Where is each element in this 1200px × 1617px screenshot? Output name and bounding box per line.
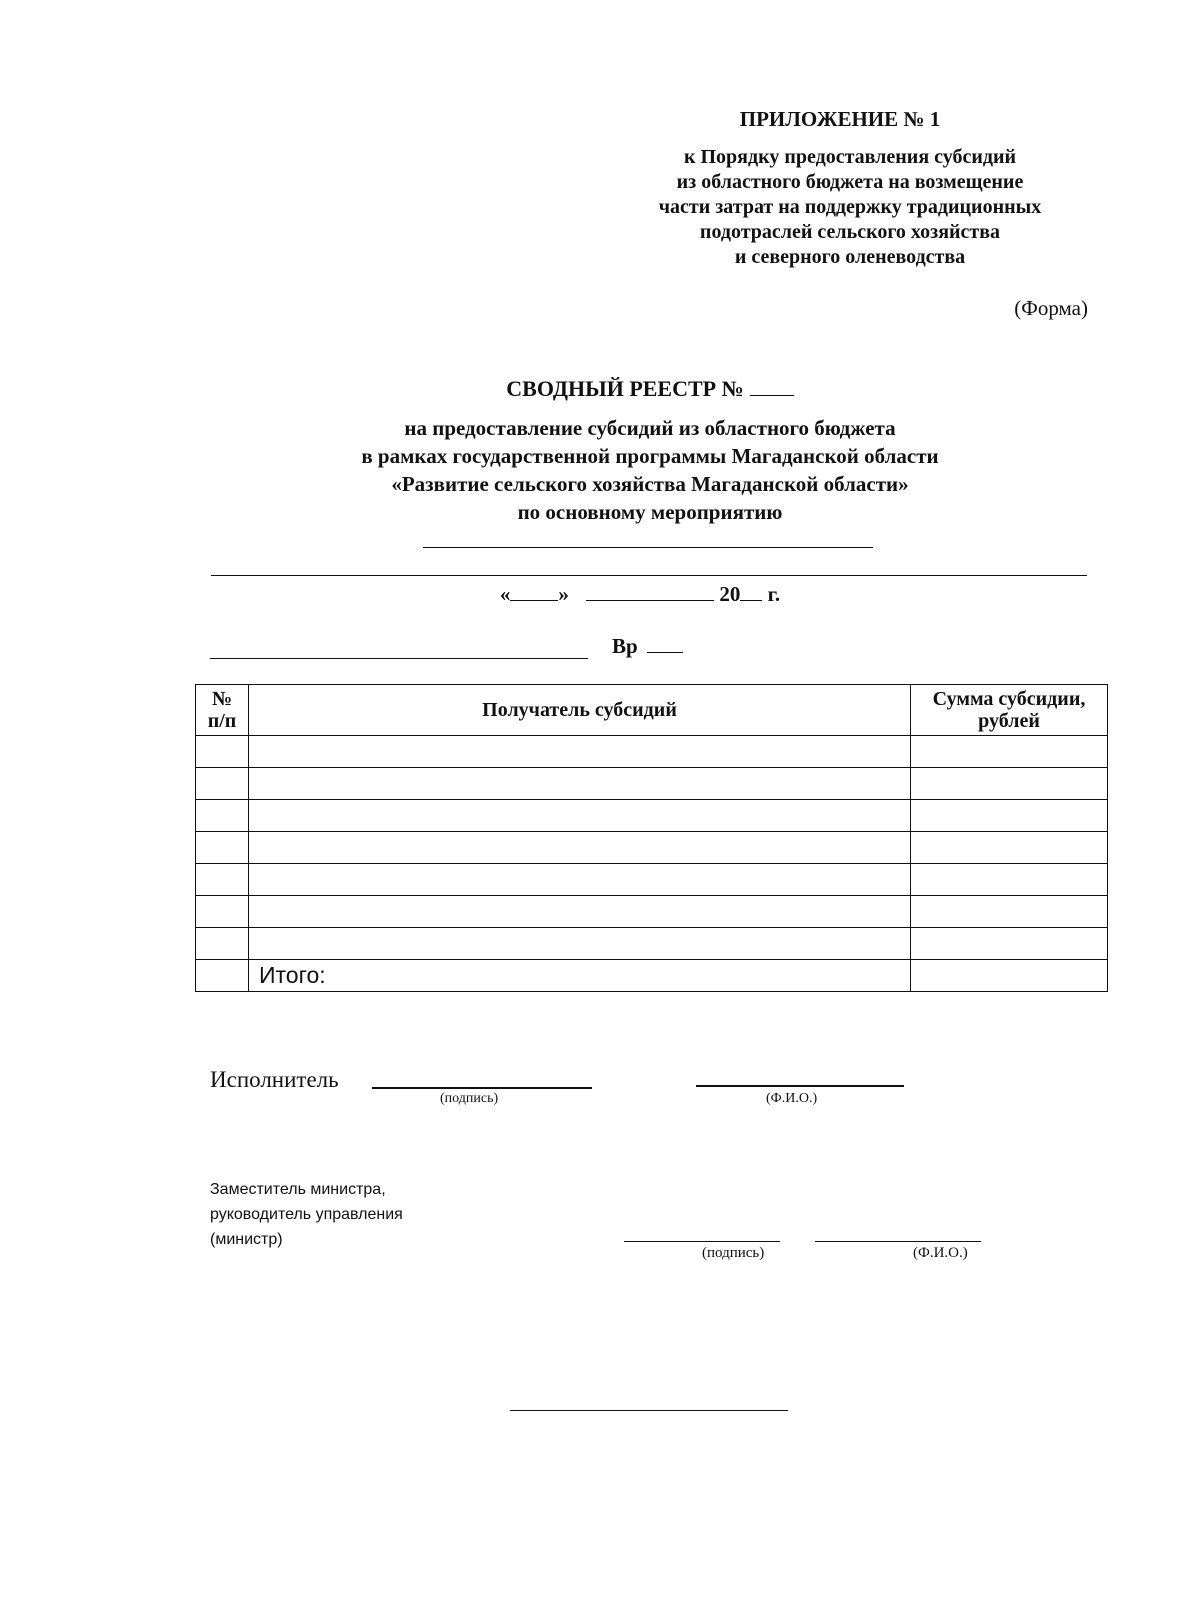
vr-left-blank[interactable] <box>210 658 588 659</box>
number-cell[interactable] <box>196 736 249 768</box>
closing-rule <box>510 1410 788 1411</box>
deputy-title-line: руководитель управления <box>210 1206 403 1223</box>
date-close-quote: » <box>558 582 569 606</box>
deputy-signature-caption: (подпись) <box>702 1245 765 1261</box>
recipient-cell[interactable] <box>249 800 911 832</box>
appendix-line: части затрат на поддержку традиционных <box>658 196 1042 218</box>
total-number-cell <box>196 960 249 992</box>
table-header-row <box>196 685 1108 736</box>
date-open-quote: « <box>499 582 511 606</box>
register-subtitle-line: «Развитие сельского хозяйства Магаданской области» <box>391 472 909 496</box>
date-row <box>0 582 1200 607</box>
number-cell[interactable] <box>196 768 249 800</box>
vr-label: Вр <box>612 634 638 658</box>
amount-cell[interactable] <box>911 896 1108 928</box>
executor-signature-line[interactable] <box>372 1087 592 1089</box>
amount-cell[interactable] <box>911 864 1108 896</box>
column-header-amount-line1: Сумма субсидии, <box>932 688 1086 710</box>
table-row <box>196 736 1108 768</box>
executor-name-caption: (Ф.И.О.) <box>766 1091 818 1106</box>
deputy-title-line: Заместитель министра, <box>210 1181 386 1198</box>
column-header-amount <box>911 685 1108 736</box>
column-header-recipient: Получатель субсидий <box>249 685 911 736</box>
vr-number-blank[interactable] <box>647 634 683 653</box>
number-cell[interactable] <box>196 800 249 832</box>
executor-name-line[interactable] <box>696 1085 904 1087</box>
amount-cell[interactable] <box>911 768 1108 800</box>
appendix-line: из областного бюджета на возмещение <box>676 171 1024 193</box>
vr-row <box>612 634 683 659</box>
recipient-cell[interactable] <box>249 768 911 800</box>
total-amount-cell[interactable] <box>911 960 1108 992</box>
register-title <box>0 376 1200 402</box>
register-subtitle-line: в рамках государственной программы Магаданской области <box>361 444 939 468</box>
amount-cell[interactable] <box>911 928 1108 960</box>
appendix-title: ПРИЛОЖЕНИЕ № 1 <box>739 107 941 131</box>
recipient-cell[interactable] <box>249 928 911 960</box>
register-title-text: СВОДНЫЙ РЕЕСТР № <box>506 376 744 401</box>
number-cell[interactable] <box>196 896 249 928</box>
register-table <box>195 684 1108 992</box>
deputy-name-line[interactable] <box>815 1241 981 1242</box>
deputy-signature-line[interactable] <box>624 1241 780 1242</box>
column-header-number <box>196 685 249 736</box>
day-blank[interactable] <box>510 582 558 601</box>
executor-label: Исполнитель <box>210 1067 339 1092</box>
recipient-cell[interactable] <box>249 896 911 928</box>
column-header-number-line2: п/п <box>207 710 237 732</box>
table-row <box>196 832 1108 864</box>
deputy-title <box>210 1177 403 1252</box>
column-header-number-line1: № <box>211 688 233 710</box>
deputy-name-caption: (Ф.И.О.) <box>913 1245 968 1261</box>
appendix-line: и северного оленеводства <box>734 246 966 268</box>
year-blank[interactable] <box>740 582 762 601</box>
table-row <box>196 896 1108 928</box>
year-prefix: 20 <box>719 582 741 606</box>
measure-blank-line-full[interactable] <box>211 575 1087 576</box>
number-cell[interactable] <box>196 864 249 896</box>
table-row <box>196 928 1108 960</box>
executor-signature-caption: (подпись) <box>440 1091 499 1106</box>
total-label: Итого: <box>249 960 911 992</box>
register-subtitle-line: на предоставление субсидий из областного бюджета <box>404 416 896 440</box>
appendix-line: к Порядку предоставления субсидий <box>683 146 1017 168</box>
amount-cell[interactable] <box>911 736 1108 768</box>
register-subtitle-line: по основному мероприятию <box>517 500 783 524</box>
measure-blank-line[interactable] <box>423 547 873 548</box>
table-row <box>196 864 1108 896</box>
amount-cell[interactable] <box>911 832 1108 864</box>
total-row <box>196 960 1108 992</box>
appendix-line: подотраслей сельского хозяйства <box>699 221 1001 243</box>
month-blank[interactable] <box>586 582 714 601</box>
amount-cell[interactable] <box>911 800 1108 832</box>
form-label: (Форма) <box>1014 296 1088 320</box>
number-cell[interactable] <box>196 832 249 864</box>
recipient-cell[interactable] <box>249 864 911 896</box>
deputy-title-line: (министр) <box>210 1231 283 1248</box>
table-row <box>196 800 1108 832</box>
register-number-blank[interactable] <box>750 377 794 396</box>
column-header-amount-line2: рублей <box>978 710 1040 732</box>
recipient-cell[interactable] <box>249 736 911 768</box>
recipient-cell[interactable] <box>249 832 911 864</box>
number-cell[interactable] <box>196 928 249 960</box>
year-suffix: г. <box>767 582 781 606</box>
table-row <box>196 768 1108 800</box>
